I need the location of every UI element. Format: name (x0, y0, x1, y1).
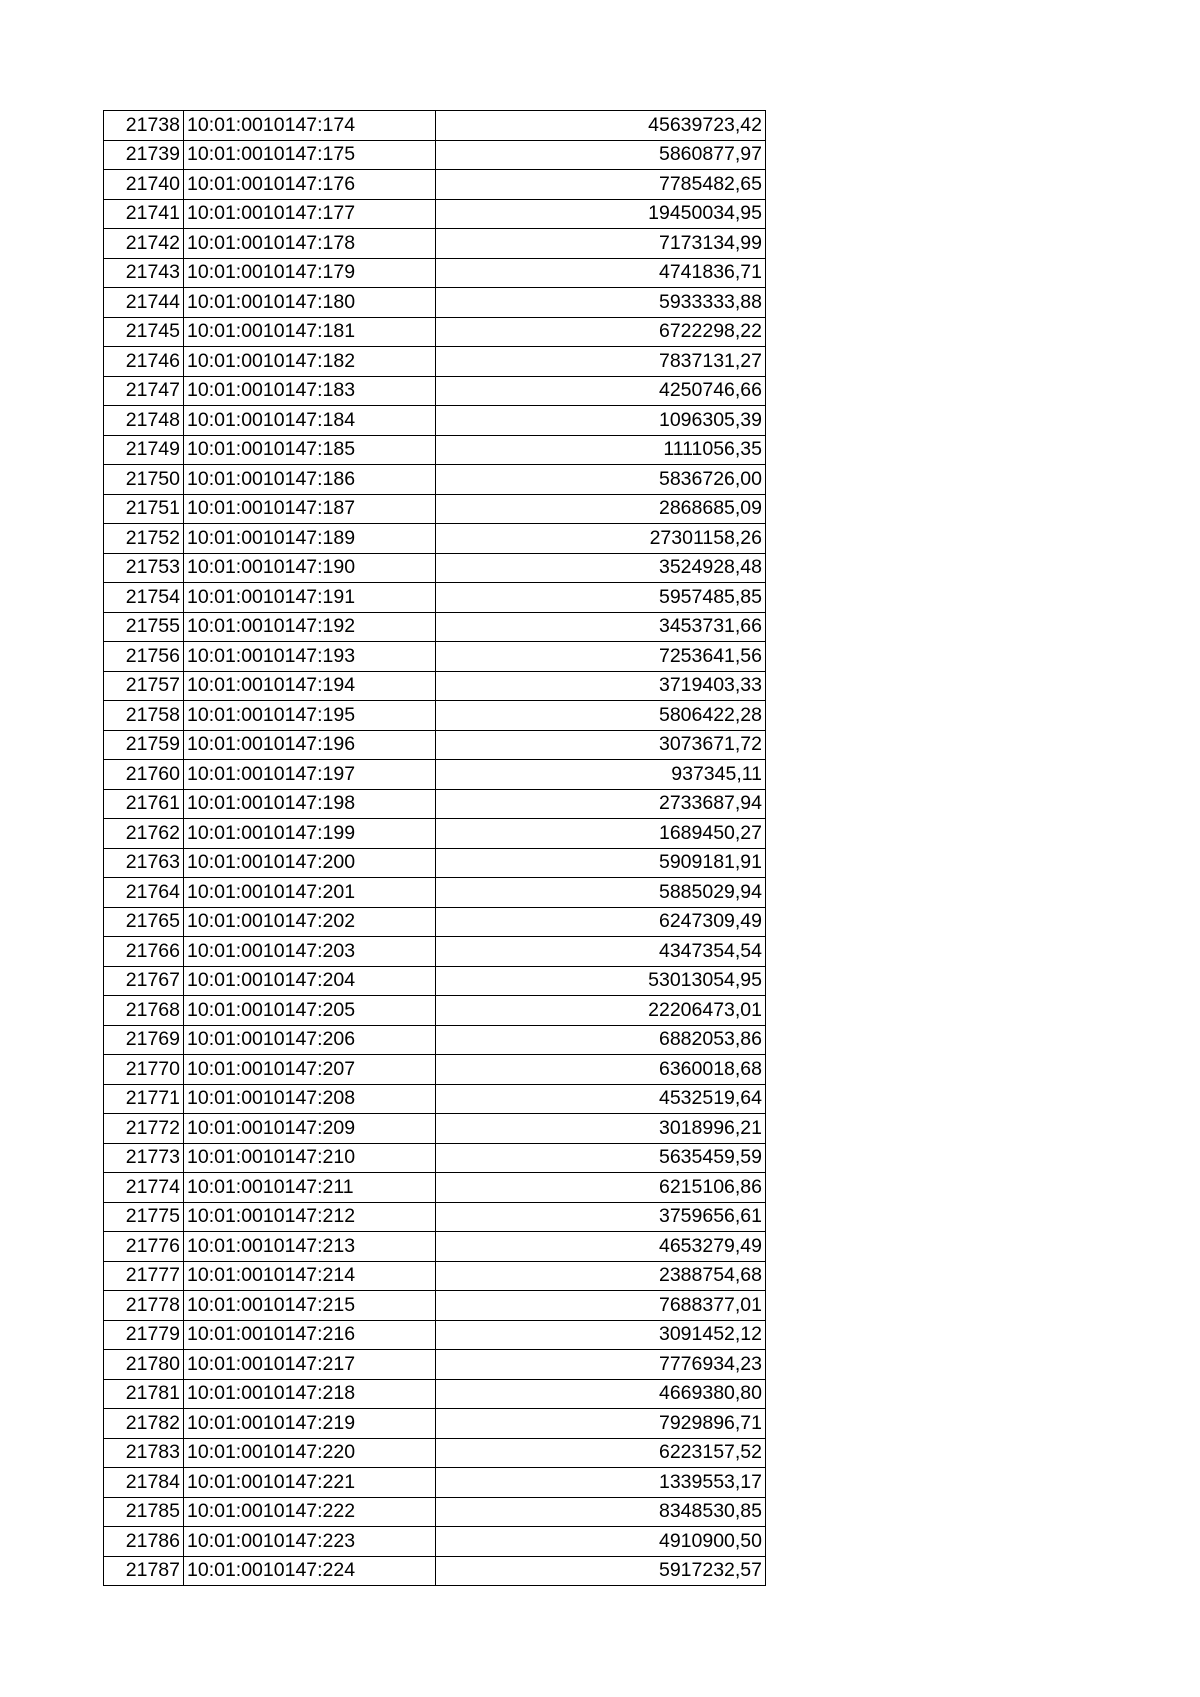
table-row (104, 347, 766, 377)
value-cell: 6882053,86 (436, 1025, 766, 1055)
value-cell: 1111056,35 (436, 435, 766, 465)
row-number-cell: 21754 (104, 583, 184, 613)
cadastral-number-cell: 10:01:0010147:190 (184, 553, 436, 583)
cadastral-number-cell: 10:01:0010147:219 (184, 1409, 436, 1439)
row-number-cell: 21771 (104, 1084, 184, 1114)
cadastral-number-cell: 10:01:0010147:216 (184, 1320, 436, 1350)
table-row (104, 937, 766, 967)
value-cell: 3719403,33 (436, 671, 766, 701)
cadastral-number-cell: 10:01:0010147:197 (184, 760, 436, 790)
cadastral-number-cell: 10:01:0010147:191 (184, 583, 436, 613)
value-cell: 7688377,01 (436, 1291, 766, 1321)
table-row (104, 642, 766, 672)
cadastral-number-cell: 10:01:0010147:175 (184, 140, 436, 170)
row-number-cell: 21744 (104, 288, 184, 318)
cadastral-number-cell: 10:01:0010147:193 (184, 642, 436, 672)
table-row (104, 170, 766, 200)
table-row (104, 1084, 766, 1114)
row-number-cell: 21781 (104, 1379, 184, 1409)
row-number-cell: 21784 (104, 1468, 184, 1498)
value-cell: 19450034,95 (436, 199, 766, 229)
row-number-cell: 21761 (104, 789, 184, 819)
cadastral-number-cell: 10:01:0010147:186 (184, 465, 436, 495)
cadastral-number-cell: 10:01:0010147:203 (184, 937, 436, 967)
row-number-cell: 21752 (104, 524, 184, 554)
value-cell: 5806422,28 (436, 701, 766, 731)
table-row (104, 199, 766, 229)
row-number-cell: 21755 (104, 612, 184, 642)
row-number-cell: 21758 (104, 701, 184, 731)
row-number-cell: 21774 (104, 1173, 184, 1203)
row-number-cell: 21785 (104, 1497, 184, 1527)
value-cell: 4532519,64 (436, 1084, 766, 1114)
value-cell: 5909181,91 (436, 848, 766, 878)
value-cell: 1339553,17 (436, 1468, 766, 1498)
value-cell: 5836726,00 (436, 465, 766, 495)
row-number-cell: 21776 (104, 1232, 184, 1262)
table-row (104, 1497, 766, 1527)
value-cell: 53013054,95 (436, 966, 766, 996)
row-number-cell: 21783 (104, 1438, 184, 1468)
row-number-cell: 21777 (104, 1261, 184, 1291)
cadastral-number-cell: 10:01:0010147:224 (184, 1556, 436, 1586)
row-number-cell: 21750 (104, 465, 184, 495)
table-row (104, 1556, 766, 1586)
value-cell: 5957485,85 (436, 583, 766, 613)
value-cell: 7173134,99 (436, 229, 766, 259)
table-row (104, 1261, 766, 1291)
document-page (103, 110, 766, 1586)
value-cell: 4347354,54 (436, 937, 766, 967)
table-row (104, 258, 766, 288)
value-cell: 5860877,97 (436, 140, 766, 170)
value-cell: 7837131,27 (436, 347, 766, 377)
row-number-cell: 21757 (104, 671, 184, 701)
table-row (104, 317, 766, 347)
value-cell: 3091452,12 (436, 1320, 766, 1350)
row-number-cell: 21749 (104, 435, 184, 465)
table-row (104, 1173, 766, 1203)
cadastral-number-cell: 10:01:0010147:177 (184, 199, 436, 229)
table-row (104, 1409, 766, 1439)
cadastral-number-cell: 10:01:0010147:184 (184, 406, 436, 436)
value-cell: 5635459,59 (436, 1143, 766, 1173)
cadastral-number-cell: 10:01:0010147:205 (184, 996, 436, 1026)
value-cell: 937345,11 (436, 760, 766, 790)
row-number-cell: 21768 (104, 996, 184, 1026)
cadastral-number-cell: 10:01:0010147:195 (184, 701, 436, 731)
table-row (104, 376, 766, 406)
value-cell: 8348530,85 (436, 1497, 766, 1527)
value-cell: 6215106,86 (436, 1173, 766, 1203)
table-row (104, 966, 766, 996)
row-number-cell: 21762 (104, 819, 184, 849)
row-number-cell: 21742 (104, 229, 184, 259)
row-number-cell: 21767 (104, 966, 184, 996)
row-number-cell: 21769 (104, 1025, 184, 1055)
table-row (104, 465, 766, 495)
value-cell: 6247309,49 (436, 907, 766, 937)
row-number-cell: 21747 (104, 376, 184, 406)
table-row (104, 140, 766, 170)
cadastral-number-cell: 10:01:0010147:179 (184, 258, 436, 288)
row-number-cell: 21756 (104, 642, 184, 672)
cadastral-number-cell: 10:01:0010147:215 (184, 1291, 436, 1321)
value-cell: 4250746,66 (436, 376, 766, 406)
cadastral-number-cell: 10:01:0010147:199 (184, 819, 436, 849)
value-cell: 4741836,71 (436, 258, 766, 288)
row-number-cell: 21765 (104, 907, 184, 937)
cadastral-number-cell: 10:01:0010147:206 (184, 1025, 436, 1055)
row-number-cell: 21772 (104, 1114, 184, 1144)
cadastral-number-cell: 10:01:0010147:210 (184, 1143, 436, 1173)
cadastral-value-table (103, 110, 766, 1586)
table-row (104, 435, 766, 465)
value-cell: 3073671,72 (436, 730, 766, 760)
table-row (104, 1379, 766, 1409)
cadastral-number-cell: 10:01:0010147:217 (184, 1350, 436, 1380)
row-number-cell: 21751 (104, 494, 184, 524)
table-row (104, 553, 766, 583)
table-row (104, 1468, 766, 1498)
table-row (104, 760, 766, 790)
value-cell: 7929896,71 (436, 1409, 766, 1439)
value-cell: 3018996,21 (436, 1114, 766, 1144)
row-number-cell: 21748 (104, 406, 184, 436)
table-row (104, 406, 766, 436)
table-row (104, 1350, 766, 1380)
cadastral-number-cell: 10:01:0010147:194 (184, 671, 436, 701)
value-cell: 5933333,88 (436, 288, 766, 318)
row-number-cell: 21780 (104, 1350, 184, 1380)
value-cell: 1689450,27 (436, 819, 766, 849)
table-row (104, 1232, 766, 1262)
cadastral-number-cell: 10:01:0010147:181 (184, 317, 436, 347)
cadastral-number-cell: 10:01:0010147:211 (184, 1173, 436, 1203)
row-number-cell: 21738 (104, 111, 184, 141)
value-cell: 2388754,68 (436, 1261, 766, 1291)
cadastral-number-cell: 10:01:0010147:187 (184, 494, 436, 524)
table-row (104, 878, 766, 908)
value-cell: 27301158,26 (436, 524, 766, 554)
value-cell: 2868685,09 (436, 494, 766, 524)
value-cell: 7785482,65 (436, 170, 766, 200)
cadastral-number-cell: 10:01:0010147:200 (184, 848, 436, 878)
row-number-cell: 21753 (104, 553, 184, 583)
cadastral-number-cell: 10:01:0010147:182 (184, 347, 436, 377)
cadastral-number-cell: 10:01:0010147:207 (184, 1055, 436, 1085)
table-row (104, 1527, 766, 1557)
row-number-cell: 21739 (104, 140, 184, 170)
value-cell: 3759656,61 (436, 1202, 766, 1232)
value-cell: 1096305,39 (436, 406, 766, 436)
value-cell: 6223157,52 (436, 1438, 766, 1468)
cadastral-number-cell: 10:01:0010147:223 (184, 1527, 436, 1557)
value-cell: 6360018,68 (436, 1055, 766, 1085)
value-cell: 3453731,66 (436, 612, 766, 642)
table-row (104, 701, 766, 731)
table-row (104, 229, 766, 259)
value-cell: 3524928,48 (436, 553, 766, 583)
table-row (104, 819, 766, 849)
row-number-cell: 21759 (104, 730, 184, 760)
cadastral-number-cell: 10:01:0010147:209 (184, 1114, 436, 1144)
value-cell: 45639723,42 (436, 111, 766, 141)
cadastral-number-cell: 10:01:0010147:213 (184, 1232, 436, 1262)
cadastral-number-cell: 10:01:0010147:204 (184, 966, 436, 996)
row-number-cell: 21763 (104, 848, 184, 878)
table-row (104, 111, 766, 141)
table-row (104, 494, 766, 524)
cadastral-number-cell: 10:01:0010147:192 (184, 612, 436, 642)
cadastral-number-cell: 10:01:0010147:185 (184, 435, 436, 465)
row-number-cell: 21746 (104, 347, 184, 377)
table-row (104, 1114, 766, 1144)
cadastral-number-cell: 10:01:0010147:202 (184, 907, 436, 937)
cadastral-number-cell: 10:01:0010147:222 (184, 1497, 436, 1527)
row-number-cell: 21766 (104, 937, 184, 967)
cadastral-number-cell: 10:01:0010147:198 (184, 789, 436, 819)
value-cell: 7253641,56 (436, 642, 766, 672)
cadastral-number-cell: 10:01:0010147:218 (184, 1379, 436, 1409)
row-number-cell: 21740 (104, 170, 184, 200)
table-row (104, 848, 766, 878)
table-row (104, 671, 766, 701)
cadastral-number-cell: 10:01:0010147:201 (184, 878, 436, 908)
row-number-cell: 21787 (104, 1556, 184, 1586)
table-row (104, 907, 766, 937)
cadastral-number-cell: 10:01:0010147:221 (184, 1468, 436, 1498)
row-number-cell: 21760 (104, 760, 184, 790)
table-row (104, 1202, 766, 1232)
row-number-cell: 21782 (104, 1409, 184, 1439)
row-number-cell: 21778 (104, 1291, 184, 1321)
table-row (104, 1025, 766, 1055)
cadastral-number-cell: 10:01:0010147:212 (184, 1202, 436, 1232)
cadastral-number-cell: 10:01:0010147:174 (184, 111, 436, 141)
row-number-cell: 21770 (104, 1055, 184, 1085)
row-number-cell: 21743 (104, 258, 184, 288)
table-row (104, 583, 766, 613)
value-cell: 4910900,50 (436, 1527, 766, 1557)
table-row (104, 1320, 766, 1350)
value-cell: 22206473,01 (436, 996, 766, 1026)
table-row (104, 1291, 766, 1321)
value-cell: 5885029,94 (436, 878, 766, 908)
cadastral-number-cell: 10:01:0010147:178 (184, 229, 436, 259)
cadastral-number-cell: 10:01:0010147:180 (184, 288, 436, 318)
row-number-cell: 21764 (104, 878, 184, 908)
row-number-cell: 21779 (104, 1320, 184, 1350)
row-number-cell: 21745 (104, 317, 184, 347)
row-number-cell: 21773 (104, 1143, 184, 1173)
value-cell: 5917232,57 (436, 1556, 766, 1586)
table-row (104, 1143, 766, 1173)
cadastral-number-cell: 10:01:0010147:196 (184, 730, 436, 760)
value-cell: 6722298,22 (436, 317, 766, 347)
table-row (104, 1055, 766, 1085)
value-cell: 2733687,94 (436, 789, 766, 819)
row-number-cell: 21775 (104, 1202, 184, 1232)
table-body (104, 111, 766, 1586)
cadastral-number-cell: 10:01:0010147:189 (184, 524, 436, 554)
value-cell: 4653279,49 (436, 1232, 766, 1262)
row-number-cell: 21786 (104, 1527, 184, 1557)
table-row (104, 789, 766, 819)
row-number-cell: 21741 (104, 199, 184, 229)
value-cell: 4669380,80 (436, 1379, 766, 1409)
cadastral-number-cell: 10:01:0010147:176 (184, 170, 436, 200)
cadastral-number-cell: 10:01:0010147:183 (184, 376, 436, 406)
table-row (104, 612, 766, 642)
table-row (104, 996, 766, 1026)
cadastral-number-cell: 10:01:0010147:214 (184, 1261, 436, 1291)
cadastral-number-cell: 10:01:0010147:208 (184, 1084, 436, 1114)
table-row (104, 1438, 766, 1468)
cadastral-number-cell: 10:01:0010147:220 (184, 1438, 436, 1468)
value-cell: 7776934,23 (436, 1350, 766, 1380)
table-row (104, 730, 766, 760)
table-row (104, 524, 766, 554)
table-row (104, 288, 766, 318)
